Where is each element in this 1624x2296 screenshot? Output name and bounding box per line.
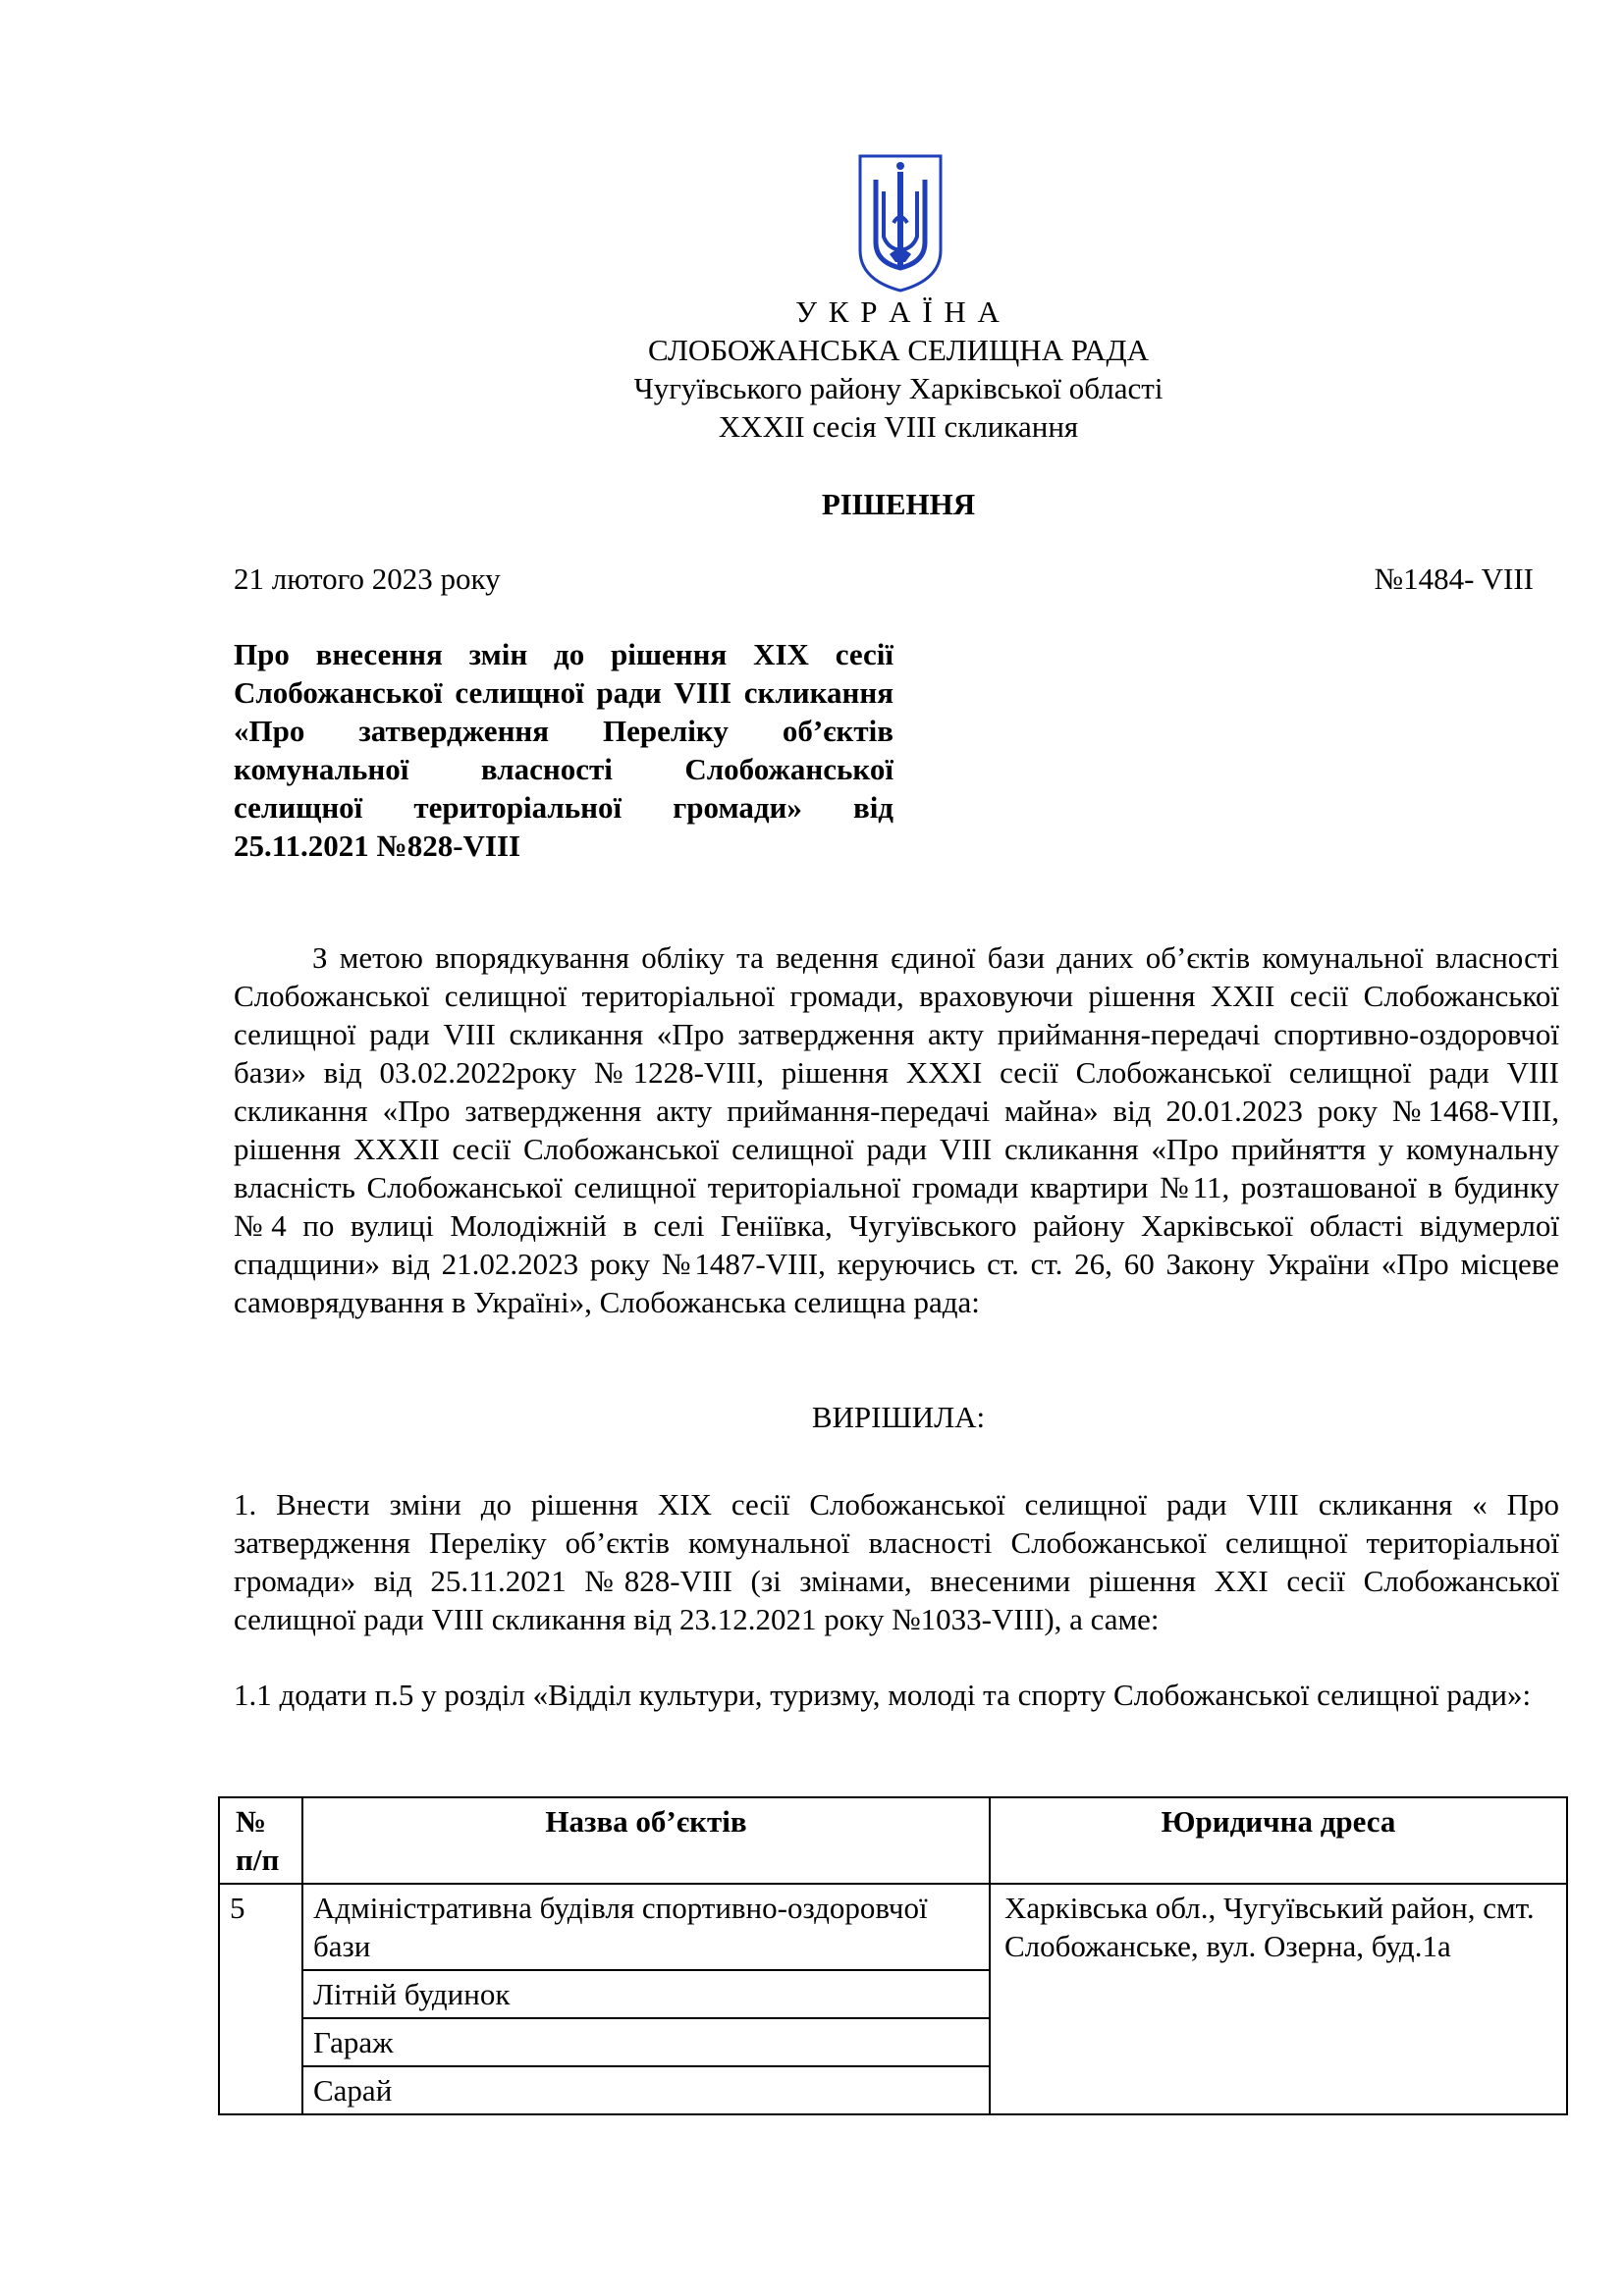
object-name-cell: Гараж [302, 2018, 990, 2066]
decision-date: 21 лютого 2023 року [234, 561, 501, 596]
council-name: СЛОБОЖАНСЬКА СЕЛИЩНА РАДА [648, 333, 1149, 367]
item-1-paragraph: 1. Внести зміни до рішення XIX сесії Слобожанської селищної ради VIII скликання « Про затвердження Переліку об’єктів комунальної власності Слобожанської селищної територіальної громади» від 25.11.2021 №828-VIII (зі змінами, внесеними рішення XXI сесії Слобожанської селищної ради VIII скликання від 23.12.2021 року №1033-VIII), а саме: [234, 1487, 1559, 1636]
item-1-1-paragraph: 1.1 додати п.5 у розділ «Відділ культури, туризму, молоді та спорту Слобожанської селищної ради»: [234, 1678, 1532, 1712]
session-name: XXXII сесія VIII скликання [718, 409, 1079, 444]
column-header-address: Юридична дреса [990, 1797, 1567, 1884]
table-row [219, 1884, 1567, 1970]
country-title: У К Р А Ї Н А [795, 294, 1001, 329]
resolved-heading: ВИРІШИЛА: [811, 1400, 986, 1434]
object-name-cell: Сарай [302, 2066, 990, 2114]
doc-type-title: РІШЕННЯ [821, 487, 976, 521]
row-number-cell: 5 [219, 1884, 302, 2114]
object-name-cell: Адміністративна будівля спортивно-оздоровчої бази [302, 1884, 990, 1970]
column-header-name: Назва об’єктів [302, 1797, 990, 1884]
object-name-cell: Літній будинок [302, 1970, 990, 2018]
decision-number: №1484- VIII [1374, 561, 1534, 596]
address-cell: Харківська обл., Чугуївський район, смт. Слобожанське, вул. Озерна, буд.1а [990, 1884, 1567, 2114]
column-header-number: № п/п [219, 1797, 302, 1884]
district-name: Чугуївського району Харківської області [633, 371, 1164, 405]
objects-table [218, 1796, 1568, 2115]
coat-of-arms-icon [854, 152, 947, 294]
decision-topic: Про внесення змін до рішення XIX сесії Слобожанської селищної ради VIII скликання «Про затвердження Переліку об’єктів комунальної власності Слобожанської селищної територіальної громади» від 25.11.2021 №828-VIII [234, 637, 893, 863]
table-header-row [219, 1797, 1567, 1884]
preamble-paragraph: З метою впорядкування обліку та ведення єдиної бази даних об’єктів комунальної власності Слобожанської селищної територіальної громади, враховуючи рішення XXII сесії Слобожанської селищної ради VIII скликання «Про затвердження акту приймання-передачі спортивно-оздоровчої бази» від 03.02.2022року №1228-VIII, рішення XXXI сесії Слобожанської селищної ради VIII скликання «Про затвердження акту приймання-передачі майна» від 20.01.2023 року №1468-VIII, рішення XXXII сесії Слобожанської селищної ради VIII скликання «Про прийняття у комунальну власність Слобожанської селищної територіальної громади квартири №11, розташованої в будинку №4 по вулиці Молодіжній в селі Геніївка, Чугуївського району Харківської області відумерлої спадщини» від 21.02.2023 року №1487-VIII, керуючись ст. ст. 26, 60 Закону України «Про місцеве самоврядування в Україні», Слобожанська селищна рада: [234, 940, 1559, 1319]
